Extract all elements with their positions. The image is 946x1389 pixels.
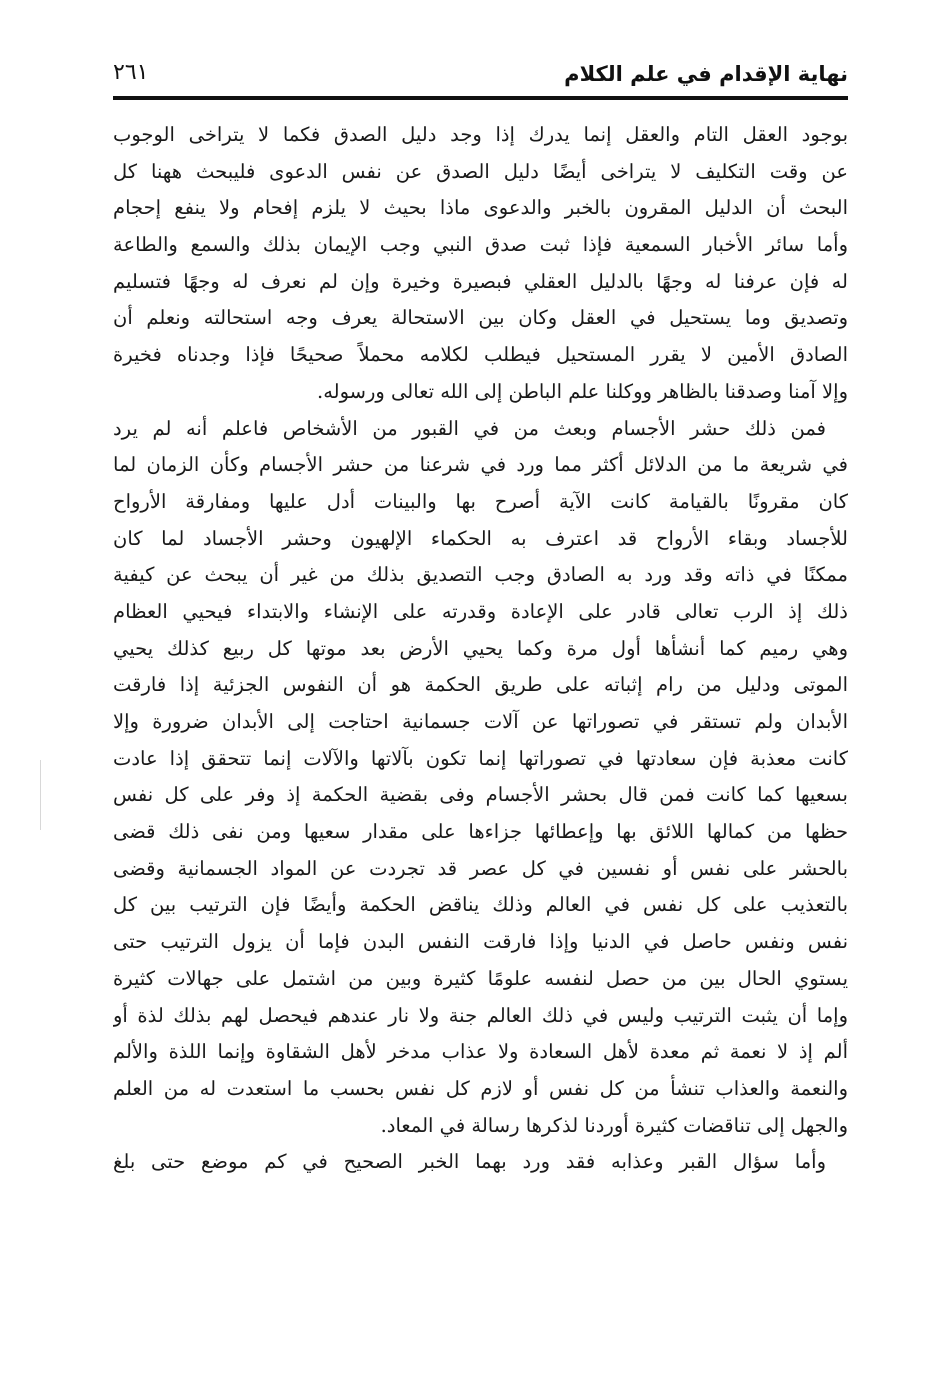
body-text xyxy=(113,117,848,1181)
text-line: وإلا آمنا وصدقنا بالظاهر ووكلنا علم الباطن إلى الله تعالى ورسوله. xyxy=(317,379,848,403)
text-line: يستوي الحال بين من حصل لنفسه علومًا كثيرة وبين من اشتمل على جهالات كثيرة xyxy=(113,966,848,990)
paragraph-3 xyxy=(113,1144,848,1181)
text-line: كانت معذبة فإن سعادتها في تصوراتها إنما تكون بآلاتها والآلات إنما تتحقق إذا عادت xyxy=(113,746,848,770)
running-header xyxy=(113,56,848,96)
text-line: والنعمة والعذاب تنشأ من كل نفس أو لازم كل نفس بحسب ما استعدت له من العلم xyxy=(113,1076,848,1100)
margin-mark xyxy=(40,760,41,830)
text-line: عن وقت التكليف لا يتراخى أيضًا دليل الصدق عن نفس الدعوى فليبحث ههنا كل xyxy=(113,159,848,183)
text-line: له فإن عرفنا له وجهًا بالدليل العقلي فبصيرة وخيرة وإن لم نعرف له وجهًا فتسليم xyxy=(113,269,848,293)
text-line: وتصديق وما يستحيل في العقل وكان بين الاستحالة يعرف وجه استحالته ونعلم أن xyxy=(113,306,848,330)
text-line: بسعيها كما كانت فمن قال بحشر الأجسام وفى بقضية الحكمة إذ وفر على كل نفس xyxy=(113,783,848,807)
text-line: الأبدان ولم تستقر في تصوراتها عن آلات جسمانية احتاجت إلى الأبدان ضرورة وإلا xyxy=(113,710,848,733)
book-title: نهاية الإقدام في علم الكلام xyxy=(564,62,848,86)
text-line: الموتى ودليل من رام إثباته على طريق الحكمة هو أن النفوس الجزئية إذا فارقت xyxy=(113,673,848,697)
header-divider xyxy=(113,96,848,100)
text-line: وأما سائر الأخبار السمعية فإذا ثبت صدق النبي وجب الإيمان بذلك والسمع والطاعة xyxy=(113,233,848,257)
paragraph-2 xyxy=(113,411,848,1145)
text-line: فمن ذلك حشر الأجسام وبعث من في القبور من الأشخاص فاعلم أنه لم يرد xyxy=(113,416,826,440)
paragraph-1 xyxy=(113,117,848,411)
text-line: بالحشر على نفس أو نفسين في كل عصر قد تجردت عن المواد الجسمانية وقضى xyxy=(113,856,848,880)
text-line: كان مقرونًا بالقيامة كانت الآية أصرح بها والبينات أدل عليها ومفارقة الأرواح xyxy=(113,489,848,513)
text-line: بالتعذيب على كل نفس في العالم وذلك يناقض الحكمة وأيضًا فإن الترتيب بين كل xyxy=(113,893,848,917)
text-line: للأجساد وبقاء الأرواح قد اعترف به الحكماء الإلهيون وحشر الأجساد لما كان xyxy=(113,526,848,550)
text-line: في شريعة ما من الدلائل أكثر مما ورد في شرعنا من حشر الأجسام وكأن الزمان لما xyxy=(113,453,848,477)
text-line: وأما سؤال القبر وعذابه فقد ورد بهما الخبر الصحيح في كم موضع حتى بلغ xyxy=(113,1150,826,1174)
text-line: والجهل إلى تناقضات كثيرة أوردنا لذكرها رسالة في المعاد. xyxy=(380,1113,848,1137)
text-line: ألم إذ لا نعمة ثم معدة لأهل السعادة ولا عذاب مدخر لأهل الشقاوة وإنما اللذة والألم xyxy=(113,1040,848,1064)
text-line: حظها من كمالها اللائق بها وإعطائها جزاءها على مقدار سعيها ومن نفى ذلك قضى xyxy=(113,820,848,844)
page-number: ٢٦١ xyxy=(113,60,149,85)
text-line: ذلك إذ الرب تعالى قادر على الإعادة وقدرته على الإنشاء والابتداء فيحيي العظام xyxy=(113,599,848,623)
text-line: وإما أن يثبت الترتيب وليس في ذلك العالم جنة ولا نار عندهم فيحصل لهم بذلك لذة أو xyxy=(113,1003,848,1027)
text-line: ممكنًا في ذاته وقد ورد به الصادق وجب التصديق بذلك من غير أن يبحث عن كيفية xyxy=(113,563,848,587)
text-line: وهي رميم كما أنشأها أول مرة وكما يحيي الأرض بعد موتها كل ربيع كذلك يحيي xyxy=(113,636,848,660)
text-line: الصادق الأمين لا يقرر المستحيل فيطلب لكلامه محملاً صحيحًا فإذا وجدناه فخيرة xyxy=(113,343,848,367)
text-line: البحث أن الدليل المقرون بالخبر والدعوى ماذا بحيث لا يلزم إفحام ولا ينفع إحجام xyxy=(113,196,848,220)
text-line: بوجود العقل التام والعقل إنما يدرك إذا وجد دليل الصدق فكما لا يتراخى الوجوب xyxy=(113,123,848,146)
text-line: نفس ونفس حاصل في الدنيا وإذا فارقت النفس البدن فإما أن يزول الترتيب حتى xyxy=(113,930,848,954)
